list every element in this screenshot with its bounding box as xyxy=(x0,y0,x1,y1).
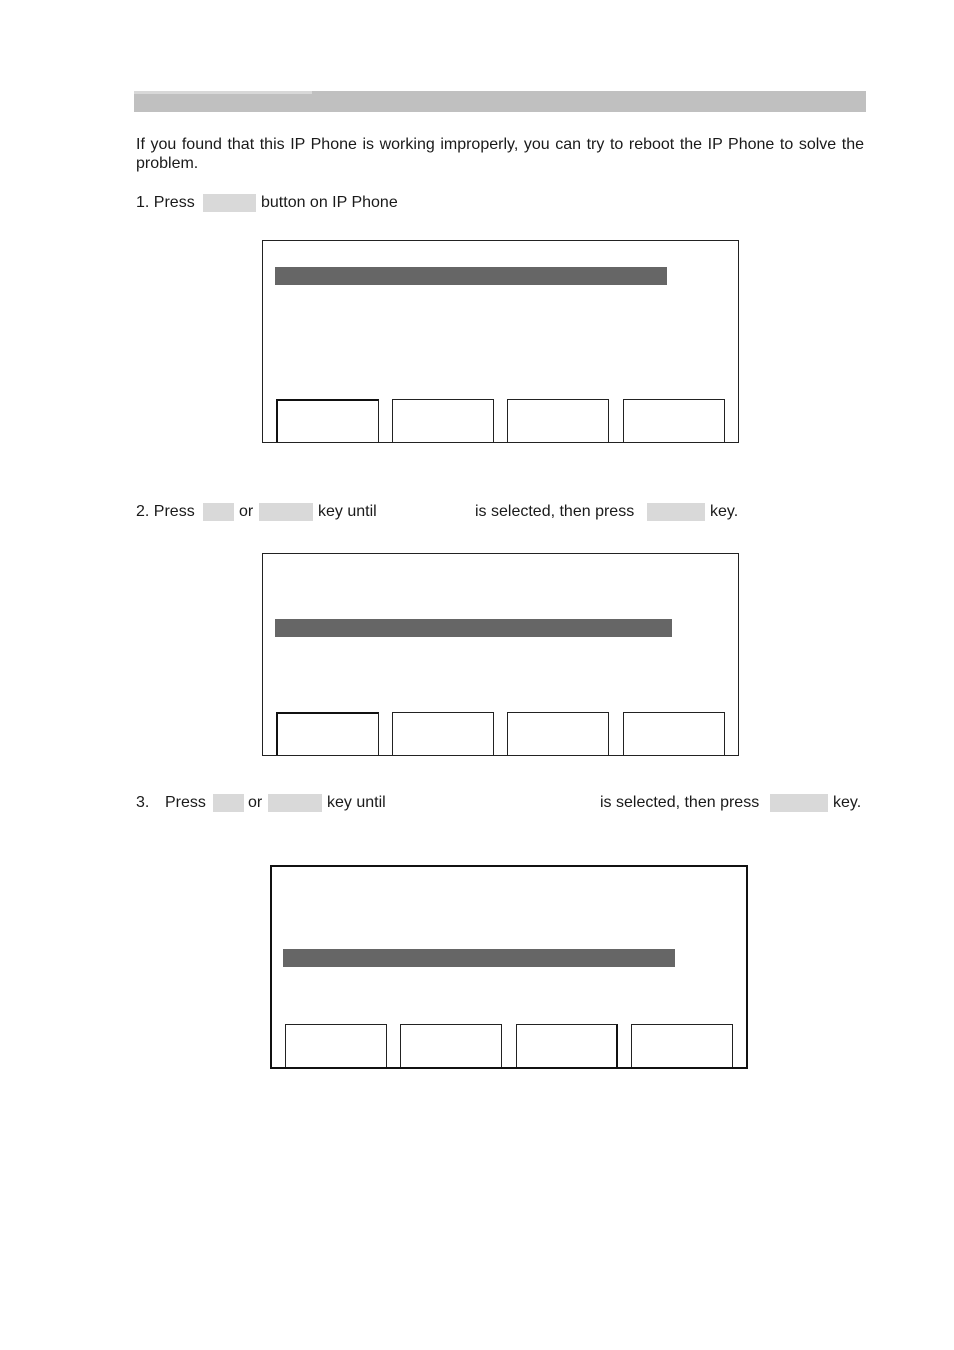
section-header-bar xyxy=(134,91,866,112)
ok-key-placeholder xyxy=(647,503,705,521)
step-2-number: 2. Press xyxy=(136,503,195,520)
softkey-3[interactable] xyxy=(507,712,609,755)
step-1 xyxy=(136,193,436,213)
step-3-text-1: key until xyxy=(327,794,386,811)
step-3-press: Press xyxy=(165,794,206,811)
step-2-text-3: key. xyxy=(710,503,739,520)
step-3-or: or xyxy=(248,794,263,811)
step-2-text-2: is selected, then press xyxy=(475,503,635,520)
softkey-2[interactable] xyxy=(392,399,494,442)
step-3-number: 3. xyxy=(136,794,150,811)
phone-screen-1 xyxy=(262,240,739,443)
softkey-3[interactable] xyxy=(507,399,609,442)
down-key-placeholder xyxy=(268,794,322,812)
step-2-or: or xyxy=(239,503,254,520)
softkey-1[interactable] xyxy=(276,399,379,442)
up-key-placeholder xyxy=(213,794,244,812)
down-key-placeholder xyxy=(259,503,313,521)
softkey-3[interactable] xyxy=(516,1024,618,1067)
selected-menu-item xyxy=(275,267,667,285)
step-3-text-3: key. xyxy=(833,794,862,811)
softkey-4[interactable] xyxy=(631,1024,733,1067)
selected-menu-item xyxy=(275,619,672,637)
step-3 xyxy=(136,793,866,813)
step-2-text-1: key until xyxy=(318,503,377,520)
softkey-2[interactable] xyxy=(400,1024,502,1067)
up-key-placeholder xyxy=(203,503,234,521)
step-1-number: 1. Press xyxy=(136,194,195,211)
section-header-highlight xyxy=(134,91,312,94)
phone-screen-2 xyxy=(262,553,739,756)
softkey-4[interactable] xyxy=(623,712,725,755)
phone-screen-3 xyxy=(270,865,748,1069)
menu-key-placeholder xyxy=(203,194,256,212)
ok-key-placeholder xyxy=(770,794,828,812)
step-3-text-2: is selected, then press xyxy=(600,794,760,811)
softkey-1[interactable] xyxy=(276,712,379,755)
step-2 xyxy=(136,502,756,522)
step-1-text: button on IP Phone xyxy=(261,194,398,211)
softkey-4[interactable] xyxy=(623,399,725,442)
intro-paragraph: If you found that this IP Phone is working improperly, you can try to reboot the IP Phone to solve the problem. xyxy=(136,136,864,172)
softkey-2[interactable] xyxy=(392,712,494,755)
softkey-1[interactable] xyxy=(285,1024,387,1067)
selected-menu-item xyxy=(283,949,675,967)
